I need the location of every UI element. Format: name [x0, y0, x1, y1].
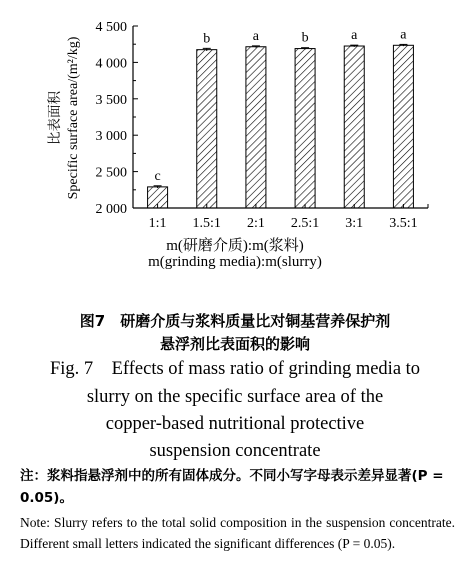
significance-letter: a	[400, 27, 407, 43]
y-tick-label: 2 500	[95, 165, 127, 181]
bar	[393, 45, 413, 208]
figure-caption-en-line-3: copper-based nutritional protective	[105, 414, 365, 434]
bar	[246, 47, 266, 208]
x-tick-label: 3:1	[345, 216, 364, 231]
bar	[344, 46, 364, 208]
x-tick-label: 2:1	[246, 216, 265, 231]
x-tick-label: 3.5:1	[389, 216, 418, 231]
bar	[148, 187, 168, 208]
y-tick-label: 3 500	[95, 92, 127, 108]
note-en: Note: Slurry refers to the total solid composition in the suspension concentrate. Different small letters indicated the significant differences (P = 0.05).	[20, 515, 455, 551]
x-axis-label-en: m(grinding media):m(slurry)	[148, 254, 322, 270]
x-tick-label: 2.5:1	[290, 216, 320, 231]
figure-caption-zh-line-1: 图7 研磨介质与浆料质量比对铜基营养保护剂	[79, 312, 391, 330]
chart-bars	[148, 27, 414, 208]
y-tick-label: 2 000	[95, 202, 127, 217]
figure-caption-en-line-1: Fig. 7 Effects of mass ratio of grinding media to	[49, 359, 421, 379]
significance-letter: c	[154, 168, 161, 184]
y-axis-label-en: Specific surface area/(m²/kg)	[66, 36, 81, 200]
figure-caption-en-line-4: suspension concentrate	[149, 441, 321, 461]
x-axis-label-zh: m(研磨介质):m(浆料)	[166, 238, 304, 254]
significance-letter: b	[203, 31, 211, 47]
y-tick-label: 3 000	[95, 129, 127, 145]
y-tick-label: 4 500	[95, 20, 127, 35]
significance-letter: a	[351, 28, 358, 44]
x-tick-label: 1:1	[148, 216, 167, 231]
bar	[295, 49, 315, 208]
significance-letter: b	[301, 30, 309, 46]
figure-caption-zh-line-2: 悬浮剂比表面积的影响	[159, 335, 310, 353]
significance-letter: a	[252, 28, 260, 44]
x-tick-label: 1.5:1	[192, 216, 221, 231]
note-zh: 注：浆料指悬浮剂中的所有固体成分。不同小写字母表示差异显著(P = 0.05)。	[20, 468, 444, 506]
figure-caption-en-line-2: slurry on the specific surface area of the	[86, 387, 384, 407]
y-axis-label-zh: 比表面积	[47, 91, 63, 145]
bar	[197, 50, 217, 208]
y-tick-label: 4 000	[95, 56, 127, 72]
